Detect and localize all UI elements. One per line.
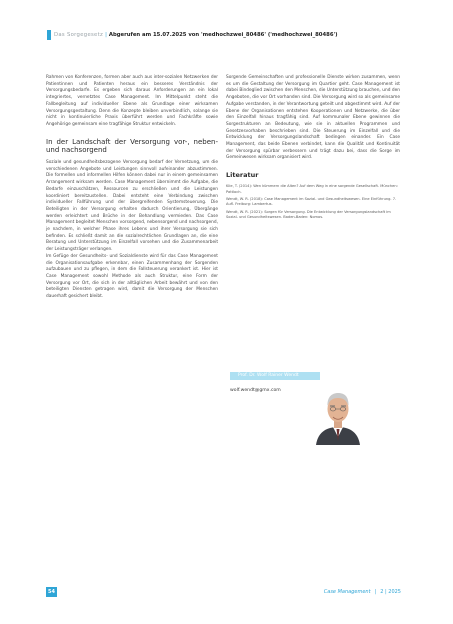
left-column <box>46 75 218 301</box>
header-accent-bar <box>47 30 51 40</box>
right-column <box>226 75 400 223</box>
footer-separator: | <box>374 589 377 595</box>
body-paragraph-2: Im Gefüge der Gesundheits- und Sozialdienste wird für das Case Management die Organisationsaufgabe erkennbar, einen Zusammenhang der Sorgenden aufzubauen und zu pflegen, in dem die Fallsteuerung verankert ist. Hier ist Case Management sowohl Methode als auch Struktur, eine Form der Versorgung vor Ort, die sich in der alltäglichen Arbeit bewährt und von den beteiligten Diensten getragen wird, damit die Versorgung der Menschen dauerhaft gesichert bleibt. <box>46 253 218 300</box>
footer-journal-title: Case Management <box>323 589 371 595</box>
header-magazine-title: Das Sorgegesetz <box>54 32 104 38</box>
author-email-link[interactable]: wolf.wendt@gmx.com <box>230 388 281 393</box>
reference-item: Klie, T. (2014): Wen kümmern die Alten? Auf dem Weg in eine sorgende Gesellschaft. München: Pattloch. <box>226 184 398 194</box>
header-separator: | <box>105 32 107 38</box>
footer-journal-info <box>324 588 401 596</box>
page-number: 54 <box>46 587 57 597</box>
footer-issue: 2 | 2025 <box>380 589 401 595</box>
right-paragraph: Sorgende Gemeinschaften und professionelle Dienste wirken zusammen, wenn es um die Gestaltung der Versorgung im Quartier geht. Case Management ist dabei Bindeglied zwischen den Menschen, die Unterstützung brauchen, und den Angeboten, die vor Ort vorhanden sind. Die Versorgung wird so als gemeinsame Aufgabe verstanden, in der Verantwortung geteilt und abgestimmt wird. Auf der Ebene der Organisationen entstehen Kooperationen und Netzwerke, die über den Einzelfall hinaus tragfähig sind. Auf kommunaler Ebene gewinnen die Sorgestrukturen an Bedeutung, wie sie in aktuellen Programmen und Gesetzesvorhaben beschrieben sind. Die Steuerung im Einzelfall und die Entwicklung der Versorgungslandschaft bedingen einander. Ein Case Management, das beide Ebenen verbindet, kann die Qualität und Kontinuität der Versorgung spürbar verbessern und trägt dazu bei, dass die Sorge im Gemeinwesen wirksam organisiert wird. <box>226 75 400 161</box>
reference-item: Wendt, W. R. (2021): Sorgen für Versorgung. Die Entwicklung der Versorgungslandschaft im Sozial- und Gesundheitswesen. Baden-Baden: Nomos. <box>226 209 391 220</box>
intro-paragraph: Rahmen von Konferenzen, formen aber auch aus inter-sozialen Netzwerken der Patientinnen und Patienten heraus ein besseres Verständnis der Versorgungsbedarfe. Es ergeben sich daraus Anforderungen an ein lokal integriertes, vernetztes Case Management. Im Mittelpunkt steht die Fallbegleitung auf individueller Ebene als Grundlage einer wirksamen Versorgungsgestaltung. Denn die Konzepte bleiben unverbindlich, solange sie nicht in kontinuierliche Praxis überführt werden und Fachkräfte sowie Angehörige gemeinsam eine tragfähige Struktur entwickeln. <box>46 75 218 127</box>
section-subheading: In der Landschaft der Versorgung vor-, neben- und nachsorgend <box>46 137 218 154</box>
author-photo <box>314 385 362 445</box>
body-paragraph-1: Soziale und gesundheitsbezogene Versorgung bedarf der Vernetzung, um die verschiedenen Angebote und Leistungen sinnvoll aufeinander abzustimmen. Die formellen und informellen Hilfen können dabei nur in einem gemeinsamen Arrangement wirksam werden. Case Management übernimmt die Aufgabe, die Bedarfe einzuschätzen, Ressourcen zu erschließen und die Leistungen koordiniert bereitzustellen. Dabei entsteht eine Verbindung zwischen individueller Fallführung und der übergreifenden Systemsteuerung. Die Beteiligten in der Versorgung erhalten dadurch Orientierung, Übergänge werden erleichtert und Brüche in der Behandlung vermieden. Das Case Management begleitet Menschen vorsorgend, nebensorgend und nachsorgend, je nachdem, in welcher Phase ihres Lebens und ihrer Versorgung sie sich befinden. Es schließt damit an die sozialrechtlichen Grundlagen an, die eine Beratung und Unterstützung im Einzelfall vorsehen und die Zusammenarbeit der Leistungsträger verlangen. <box>46 160 218 253</box>
reference-item: Wendt, W. R. (2018): Case Management im Sozial- und Gesundheitswesen. Eine Einführung. 7. Aufl. Freiburg: Lambertus. <box>226 196 397 207</box>
literature-heading: Literatur <box>226 171 259 180</box>
page-header <box>47 27 407 43</box>
header-download-notice: Abgerufen am 15.07.2025 von 'medhochzwei_80486' ('medhochzwei_80486') <box>108 32 338 38</box>
author-name: Prof. Dr. Wolf Rainer Wendt <box>230 372 320 380</box>
